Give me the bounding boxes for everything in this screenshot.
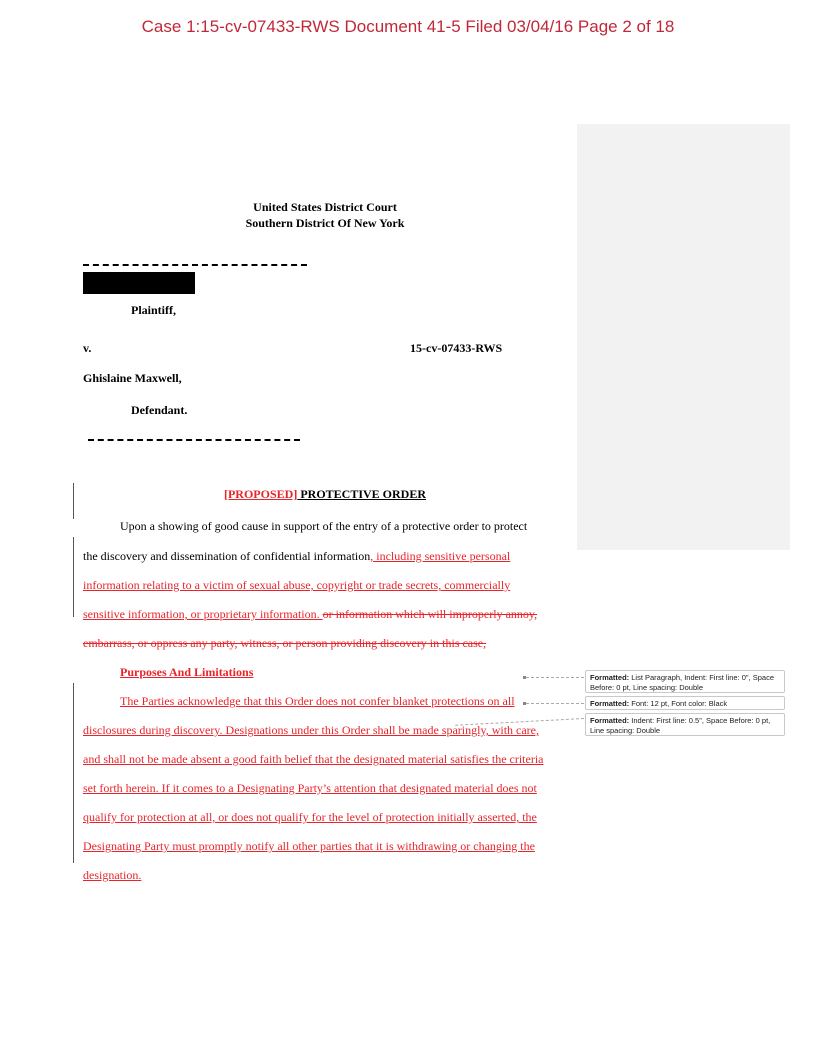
section-line-7: designation. (83, 868, 142, 882)
plaintiff-label: Plaintiff, (131, 303, 176, 317)
intro-line-2-text: the discovery and dissemination of confidential information (83, 549, 371, 563)
intro-line-4-deletion: or information which will improperly annoy, (322, 607, 538, 621)
comment-bubble[interactable] (585, 713, 785, 736)
comment-bubble[interactable] (585, 670, 785, 693)
redaction-box (83, 272, 195, 294)
court-name: United States District Court (253, 200, 397, 214)
intro-line-3: information relating to a victim of sexual abuse, copyright or trade secrets, commercially (83, 578, 511, 592)
change-bar-section (73, 683, 74, 863)
intro-line-4-insertion: sensitive information, or proprietary information. (83, 607, 323, 621)
intro-line-4 (83, 607, 537, 622)
document-title (0, 487, 650, 502)
comment-connector (526, 677, 584, 678)
comment-text: Indent: First line: 0.5", Space Before: 0 pt, Line spacing: Double (590, 716, 771, 735)
court-district: Southern District Of New York (245, 216, 405, 230)
caption-divider-top (83, 264, 307, 266)
change-bar-intro (73, 537, 74, 617)
section-line-4: set forth herein. If it comes to a Designating Party’s attention that designated material does not (83, 781, 537, 795)
intro-line-2 (83, 549, 510, 564)
section-line-6: Designating Party must promptly notify all other parties that it is withdrawing or changing the (83, 839, 535, 853)
case-number: 15-cv-07433-RWS (410, 341, 503, 355)
section-line-5: qualify for protection at all, or does not qualify for the level of protection initially asserted, the (83, 810, 537, 824)
intro-line-1: Upon a showing of good cause in support of the entry of a protective order to protect (120, 519, 528, 533)
filing-header: Case 1:15-cv-07433-RWS Document 41-5 Filed 03/04/16 Page 2 of 18 (141, 17, 675, 36)
intro-line-5: embarrass, or oppress any party, witness, or person providing discovery in this case, (83, 636, 487, 650)
section-line-2: disclosures during discovery. Designations under this Order shall be made sparingly, with care, (83, 723, 539, 737)
versus-label: v. (83, 341, 92, 355)
comment-text: List Paragraph, Indent: First line: 0", Space Before: 0 pt, Line spacing: Double (590, 673, 774, 692)
comment-label: Formatted: (590, 699, 630, 708)
section-line-1: The Parties acknowledge that this Order does not confer blanket protections on all (120, 694, 515, 708)
defendant-label: Defendant. (131, 403, 188, 417)
intro-line-2-insertion: , including sensitive personal (370, 549, 511, 563)
defendant-name: Ghislaine Maxwell, (83, 371, 182, 385)
comment-connector (526, 703, 584, 704)
comment-text: Font: 12 pt, Font color: Black (629, 699, 728, 708)
section-heading: Purposes And Limitations (120, 665, 254, 679)
proposed-insertion: [PROPOSED] (223, 487, 298, 501)
comment-label: Formatted: (590, 716, 630, 725)
caption-divider-bottom (88, 439, 300, 441)
comment-label: Formatted: (590, 673, 630, 682)
comment-bubble[interactable] (585, 696, 785, 710)
title-text: PROTECTIVE ORDER (297, 487, 427, 501)
section-line-3: and shall not be made absent a good faith belief that the designated material satisfies the criteria (83, 752, 544, 766)
